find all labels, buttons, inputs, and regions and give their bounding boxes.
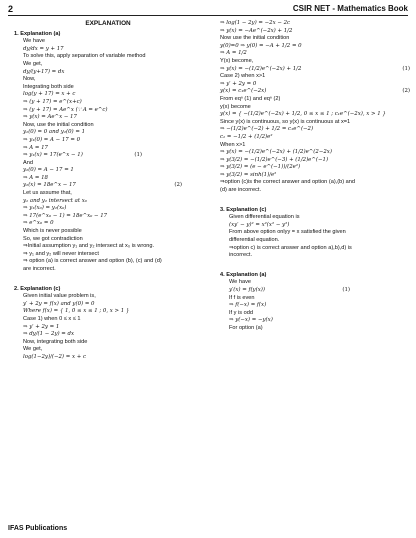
- equation-line: c₁ = −1/2 + (1/2)e²: [220, 133, 273, 140]
- text-line: Given differential equation is: [229, 214, 300, 221]
- equation-line: log(y + 17) = x + c: [23, 91, 76, 98]
- equation-line: ⇒ y(−x) = −y(x): [229, 317, 273, 324]
- equation-text: ⇒ y₁(x) = 17(e^x − 1): [23, 152, 83, 159]
- text-line: If f is even: [229, 294, 255, 301]
- text-line: Case 2) when x>1: [220, 73, 266, 80]
- equation-tag: (1): [342, 287, 350, 293]
- equation-line: y₁(0) = 0 and y₂(0) = 1: [23, 129, 85, 136]
- equation-line: Where f(x) = { 1, 0 ≤ x ≤ 1 ; 0, x > 1 }: [23, 308, 130, 315]
- text-line: If y is odd: [229, 309, 253, 316]
- equation-line: y′ + 2y = f(x) and y(0) = 0: [23, 300, 95, 307]
- text-line: So, we got contradiction: [23, 235, 83, 242]
- text-line: ⇒ option (a) is correct answer and option (b), (c) and (d): [23, 258, 162, 265]
- equation-line: ⇒ dy/(1 − 2y) = dx: [23, 331, 75, 338]
- equation-line: ⇒ y₁(x₀) = y₂(x₀): [23, 205, 67, 212]
- text-line: And: [23, 159, 33, 166]
- text-line: Let us assume that,: [23, 190, 72, 197]
- equation-line: ⇒ e^x₀ = 0: [23, 220, 54, 227]
- solution-2-continued: [220, 20, 410, 195]
- page-number: 2: [8, 4, 14, 14]
- equation-text: y₂(x) = 18e^x − 17: [23, 182, 76, 189]
- text-line: Now use the initial condition: [220, 35, 290, 42]
- equation-tag: (1): [402, 65, 410, 72]
- equation-line: ⇒ y(x) = −(1/2)e^(−2x) + (1/2)e^(2−2x): [220, 149, 332, 156]
- explanation-title: EXPLANATION: [85, 20, 131, 27]
- text-line: From above option onlyy = x satisfied the given: [229, 229, 346, 236]
- equation-line: ⇒ log(1 − 2y) = −2x − 2c: [220, 20, 291, 26]
- equation-line: log(1−2y)/(−2) = x + c: [23, 353, 86, 360]
- text-line: ⇒ y₁ and y₂ will never intersect: [23, 250, 99, 257]
- text-line: (d) are incorrect.: [220, 187, 262, 194]
- equation-text: y′(x) = f(y(x)): [229, 287, 265, 293]
- equation-line: dy/(y+17) = dx: [23, 68, 65, 75]
- text-line: differential equation.: [229, 237, 280, 244]
- equation-line: ⇒ 17(e^x₀ − 1) = 18e^x₀ − 17: [23, 212, 108, 219]
- equation-line: [220, 88, 410, 96]
- text-line: To solve this, apply separation of variable method: [23, 53, 146, 60]
- equation-line: ⇒ A = 1/2: [220, 50, 247, 57]
- equation-line: ⇒ y(3/2) = −(1/2)e^(−3) + (1/2)e^(−1): [220, 156, 329, 163]
- equation-line: ⇒ (y + 17) = e^(x+c): [23, 98, 82, 105]
- equation-line: y₂(0) = A − 17 = 1: [23, 167, 74, 174]
- equation-line: [23, 182, 202, 190]
- equation-line: ⇒ y′ + 2y = 0: [220, 80, 257, 87]
- text-line: We get,: [23, 346, 43, 353]
- solution-3: [220, 214, 410, 260]
- text-line: ⇒Initial assumption y₁ and y₂ intersect at x₀ is wrong.: [23, 243, 155, 250]
- text-line: From eqⁿ (1) and eqⁿ (2): [220, 95, 281, 102]
- equation-tag: (2): [402, 88, 410, 95]
- equation-tag: (2): [174, 182, 182, 189]
- text-line: We have: [23, 38, 45, 45]
- section-heading: 3. Explanation (c): [220, 206, 267, 213]
- equation-line: y(0)=0 ⇒ y(0) = −A + 1/2 = 0: [220, 42, 302, 49]
- equation-line: (xy′ − y)² = x²(x² − y²): [229, 221, 290, 228]
- text-line: We get,: [23, 60, 43, 67]
- equation-line: ⇒ y₁(0) = A − 17 = 0: [23, 136, 81, 143]
- equation-line: [23, 152, 202, 160]
- equation-tag: (1): [134, 152, 142, 159]
- text-line: ⇒option (c)is the correct answer and option (a),(b) and: [220, 179, 355, 186]
- equation-line: ⇒ A = 18: [23, 174, 48, 181]
- section-heading: 1. Explanation (a): [14, 30, 61, 37]
- equation-line: ⇒ y(3/2) = sinh(1)/e²: [220, 171, 277, 178]
- equation-line: [220, 66, 410, 74]
- left-column: [14, 20, 202, 362]
- text-line: y(x) become: [220, 103, 251, 110]
- text-line: Integrating both side: [23, 83, 74, 90]
- equation-text: y(x) = c₁e^(−2x): [220, 88, 267, 95]
- text-line: incorrect.: [229, 252, 253, 259]
- equation-line: ⇒ y(x) = −Ae^(−2x) + 1/2: [220, 27, 293, 34]
- equation-line: y(x) = { −(1/2)e^(−2x) + 1/2, 0 ≤ x ≤ 1 ; c₁e^(−2x), x > 1 }: [220, 111, 386, 118]
- text-line: Now, integrating both side: [23, 338, 88, 345]
- text-line: Y(x) become,: [220, 57, 254, 64]
- text-line: For option (a): [229, 324, 263, 331]
- text-line: Which is never possible: [23, 228, 82, 235]
- equation-line: ⇒ −(1/2)e^(−2) + 1/2 = c₁e^(−2): [220, 126, 314, 133]
- equation-line: ⇒ (y + 17) = Ae^x (∵ A = e^c): [23, 106, 108, 113]
- section-heading: 2. Explanation (c): [14, 285, 61, 292]
- solution-4: [220, 279, 410, 332]
- text-line: Now, use the initial condition: [23, 121, 94, 128]
- equation-line: dy/dx = y + 17: [23, 45, 64, 52]
- equation-line: ⇒ A = 17: [23, 144, 48, 151]
- text-line: Given initial value problem is,: [23, 293, 96, 300]
- text-line: Since y(x) is continuous, so y(x) is continuous at x=1: [220, 118, 351, 125]
- right-column: [220, 20, 410, 333]
- equation-line: ⇒ f(−x) = f(x): [229, 302, 267, 309]
- text-line: Case 1) when 0 ≤ x ≤ 1: [23, 315, 81, 322]
- book-title: CSIR NET - Mathematics Book: [292, 4, 408, 13]
- text-line: ⇒option c) is correct answer and option a),b),d) is: [229, 244, 352, 251]
- publisher-footer: IFAS Publications: [8, 525, 68, 532]
- header-rule: [8, 15, 408, 16]
- solution-2: [14, 293, 202, 361]
- equation-line: ⇒ y(3/2) = (e − e^(−1))/(2e²): [220, 164, 301, 171]
- equation-line: ⇒ y′ + 2y = 1: [23, 323, 60, 330]
- solution-1: [14, 38, 202, 273]
- equation-line: ⇒ y(x) = Ae^x − 17: [23, 114, 77, 121]
- text-line: are incorrect.: [23, 266, 56, 272]
- text-line: Now,: [23, 76, 36, 83]
- equation-text: ⇒ y(x) = −(1/2)e^(−2x) + 1/2: [220, 65, 302, 72]
- section-heading: 4. Explanation (a): [220, 271, 267, 278]
- equation-line: [229, 287, 410, 295]
- equation-line: y₁ and y₂ intersect at x₀: [23, 197, 87, 204]
- text-line: When x>1: [220, 141, 246, 148]
- text-line: We have: [229, 279, 251, 286]
